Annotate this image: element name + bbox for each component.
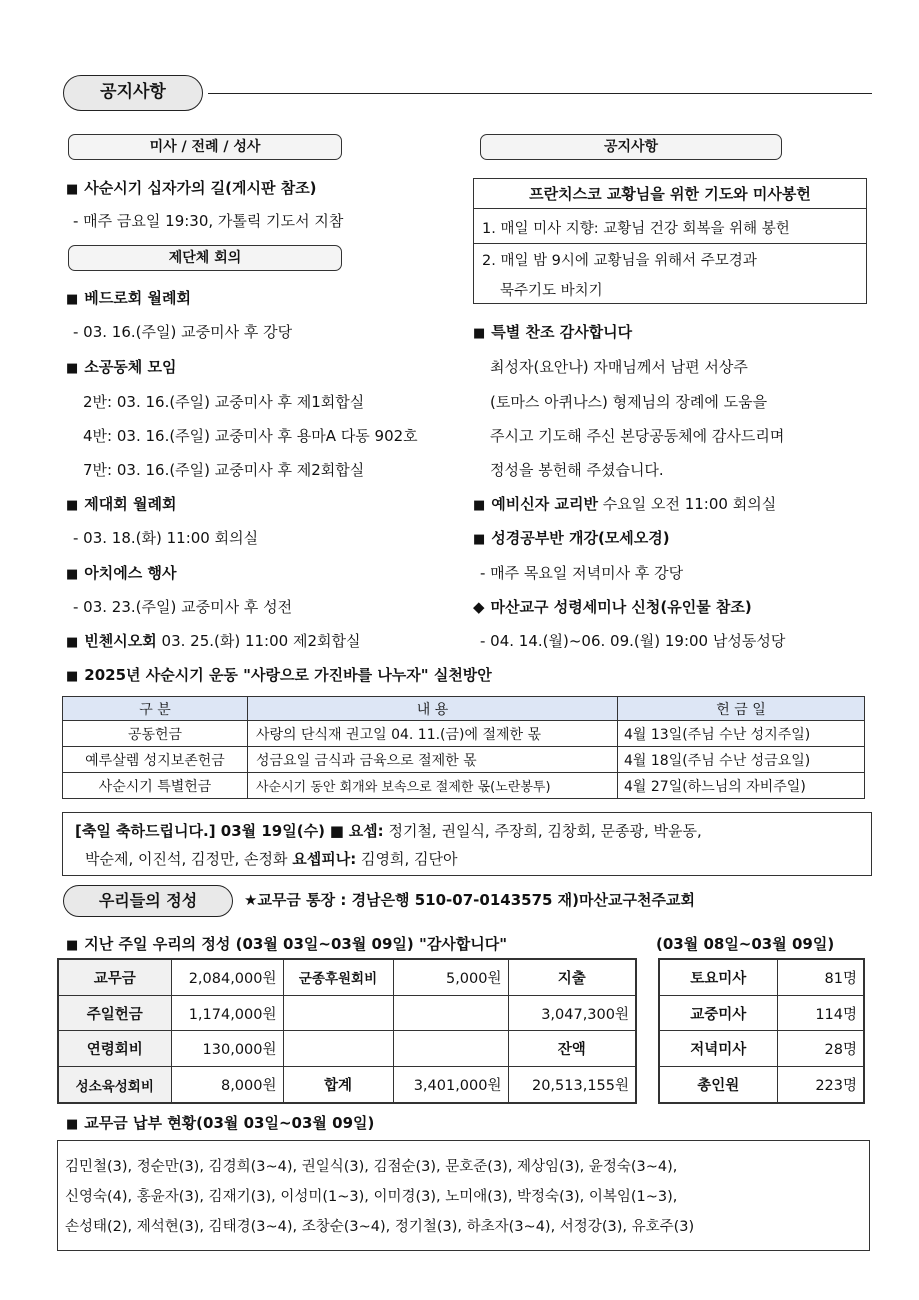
thanks-line-4: 정성을 봉헌해 주셨습니다. bbox=[490, 461, 664, 479]
table-cell: 주일헌금 bbox=[58, 995, 171, 1031]
pope-prayer-line-2b: 묵주기도 바치기 bbox=[500, 283, 603, 299]
dues-line-2: 신영숙(4), 홍윤자(3), 김재기(3), 이성미(1~3), 이미경(3), 노미애(3), 박정숙(3), 이복임(1~3), bbox=[65, 1189, 678, 1205]
table-cell: 토요미사 bbox=[659, 959, 777, 995]
notice-subheader: 공지사항 bbox=[480, 134, 782, 160]
table-cell: 8,000원 bbox=[171, 1067, 283, 1103]
table-cell: 지출 bbox=[508, 959, 636, 995]
feast-line-1: [축일 축하드립니다.] 03월 19일(수) ■ 요셉: 정기철, 권일식, 주장희, 김창회, 문종광, 박윤동, bbox=[75, 822, 702, 840]
altar-society-title: ■ 제대회 월례회 bbox=[66, 495, 177, 513]
table-cell: 총인원 bbox=[659, 1067, 777, 1103]
catechumen-class: ■ 예비신자 교리반 수요일 오전 11:00 회의실 bbox=[473, 495, 777, 513]
small-community-title: ■ 소공동체 모임 bbox=[66, 358, 177, 376]
page-title: 공지사항 bbox=[100, 82, 166, 102]
table-cell: 223명 bbox=[777, 1067, 864, 1103]
table-cell: 4월 13일(주님 수난 성지주일) bbox=[618, 721, 865, 747]
table-cell bbox=[393, 995, 508, 1031]
pope-prayer-line-1: 1. 매일 미사 지향: 교황님 건강 회복을 위해 봉헌 bbox=[482, 221, 790, 237]
dues-box bbox=[57, 1140, 870, 1251]
pope-prayer-box bbox=[473, 178, 867, 304]
vincent-society: ■ 빈첸시오회 03. 25.(화) 11:00 제2회합실 bbox=[66, 632, 361, 650]
section-title-offering: 우리들의 정성 bbox=[63, 885, 233, 917]
header-divider bbox=[208, 93, 872, 94]
table-header: 내 용 bbox=[248, 697, 618, 721]
table-cell: 4월 27일(하느님의 자비주일) bbox=[618, 773, 865, 799]
attendance-table bbox=[658, 958, 865, 1104]
peter-society-detail: - 03. 16.(주일) 교중미사 후 강당 bbox=[73, 323, 293, 341]
offering-account: ★교무금 통장 : 경남은행 510-07-0143575 재)마산교구천주교회 bbox=[244, 891, 695, 909]
table-cell: 2,084,000원 bbox=[171, 959, 283, 995]
table-cell: 예루살렘 성지보존헌금 bbox=[63, 747, 248, 773]
way-of-cross-title: ■ 사순시기 십자가의 길(게시판 참조) bbox=[66, 179, 317, 197]
week-offering-title: ■ 지난 주일 우리의 정성 (03월 03일~03월 09일) "감사합니다" bbox=[66, 935, 508, 953]
table-cell: 군종후원회비 bbox=[283, 959, 393, 995]
acies-title: ■ 아치에스 행사 bbox=[66, 564, 177, 582]
table-cell bbox=[393, 1031, 508, 1067]
acies-detail: - 03. 23.(주일) 교중미사 후 성전 bbox=[73, 598, 293, 616]
thanks-line-3: 주시고 기도해 주신 본당공동체에 감사드리며 bbox=[490, 427, 785, 445]
table-cell: 사순시기 동안 회개와 보속으로 절제한 몫(노란봉투) bbox=[248, 773, 618, 799]
table-cell: 사순시기 특별헌금 bbox=[63, 773, 248, 799]
table-cell: 합계 bbox=[283, 1067, 393, 1103]
pope-prayer-line-2a: 2. 매일 밤 9시에 교황님을 위해서 주모경과 bbox=[482, 253, 757, 269]
table-cell bbox=[283, 995, 393, 1031]
small-community-line-3: 7반: 03. 16.(주일) 교중미사 후 제2회합실 bbox=[83, 461, 365, 479]
bible-study-detail: - 매주 목요일 저녁미사 후 강당 bbox=[480, 564, 684, 582]
table-cell bbox=[283, 1031, 393, 1067]
mass-liturgy-header: 미사 / 전례 / 성사 bbox=[68, 134, 342, 160]
peter-society-title: ■ 베드로회 월례회 bbox=[66, 289, 191, 307]
feast-line-2: 박순제, 이진석, 김정만, 손정화 요셉피나: 김영희, 김단아 bbox=[85, 850, 458, 868]
table-cell: 연령회비 bbox=[58, 1031, 171, 1067]
table-cell: 20,513,155원 bbox=[508, 1067, 636, 1103]
table-cell: 성소육성회비 bbox=[58, 1067, 171, 1103]
council-header: 제단체 회의 bbox=[68, 245, 342, 271]
table-cell: 3,047,300원 bbox=[508, 995, 636, 1031]
table-header: 헌 금 일 bbox=[618, 697, 865, 721]
table-cell: 잔액 bbox=[508, 1031, 636, 1067]
way-of-cross-detail: - 매주 금요일 19:30, 가톨릭 기도서 지참 bbox=[73, 212, 344, 230]
lent-campaign-title: ■ 2025년 사순시기 운동 "사랑으로 가진바를 나누자" 실천방안 bbox=[66, 666, 492, 684]
feast-day-box bbox=[62, 812, 872, 876]
table-cell: 사랑의 단식재 권고일 04. 11.(금)에 절제한 몫 bbox=[248, 721, 618, 747]
table-cell: 130,000원 bbox=[171, 1031, 283, 1067]
table-header: 구 분 bbox=[63, 697, 248, 721]
special-thanks-title: ■ 특별 찬조 감사합니다 bbox=[473, 323, 633, 341]
lent-campaign-table bbox=[62, 696, 865, 799]
section-title-notice bbox=[63, 75, 203, 111]
thanks-line-1: 최성자(요안나) 자매님께서 남편 서상주 bbox=[490, 358, 748, 376]
dues-line-1: 김민철(3), 정순만(3), 김경희(3~4), 권일식(3), 김점순(3), 문호준(3), 제상임(3), 윤정숙(3~4), bbox=[65, 1159, 678, 1175]
seminar-detail: - 04. 14.(월)~06. 09.(월) 19:00 남성동성당 bbox=[480, 632, 786, 650]
table-cell: 4월 18일(주님 수난 성금요일) bbox=[618, 747, 865, 773]
table-cell: 28명 bbox=[777, 1031, 864, 1067]
pope-prayer-title: 프란치스코 교황님을 위한 기도와 미사봉헌 bbox=[474, 179, 866, 209]
table-cell: 114명 bbox=[777, 995, 864, 1031]
table-cell: 5,000원 bbox=[393, 959, 508, 995]
table-cell: 교중미사 bbox=[659, 995, 777, 1031]
thanks-line-2: (토마스 아퀴나스) 형제님의 장례에 도움을 bbox=[490, 393, 768, 411]
table-cell: 교무금 bbox=[58, 959, 171, 995]
dues-title: ■ 교무금 납부 현황(03월 03일~03월 09일) bbox=[66, 1114, 375, 1132]
table-cell: 1,174,000원 bbox=[171, 995, 283, 1031]
table-cell: 81명 bbox=[777, 959, 864, 995]
table-cell: 성금요일 금식과 금육으로 절제한 몫 bbox=[248, 747, 618, 773]
table-cell: 3,401,000원 bbox=[393, 1067, 508, 1103]
altar-society-detail: - 03. 18.(화) 11:00 회의실 bbox=[73, 529, 259, 547]
small-community-line-1: 2반: 03. 16.(주일) 교중미사 후 제1회합실 bbox=[83, 393, 365, 411]
dues-line-3: 손성태(2), 제석현(3), 김태경(3~4), 조창순(3~4), 정기철(3), 하초자(3~4), 서정강(3), 유호주(3) bbox=[65, 1219, 695, 1235]
seminar-title: ◆ 마산교구 성령세미나 신청(유인물 참조) bbox=[473, 598, 752, 616]
attendance-title: (03월 08일~03월 09일) bbox=[656, 935, 835, 953]
table-cell: 공동헌금 bbox=[63, 721, 248, 747]
table-cell: 저녁미사 bbox=[659, 1031, 777, 1067]
small-community-line-2: 4반: 03. 16.(주일) 교중미사 후 용마A 다동 902호 bbox=[83, 427, 418, 445]
offering-table bbox=[57, 958, 637, 1104]
bible-study-title: ■ 성경공부반 개강(모세오경) bbox=[473, 529, 670, 547]
